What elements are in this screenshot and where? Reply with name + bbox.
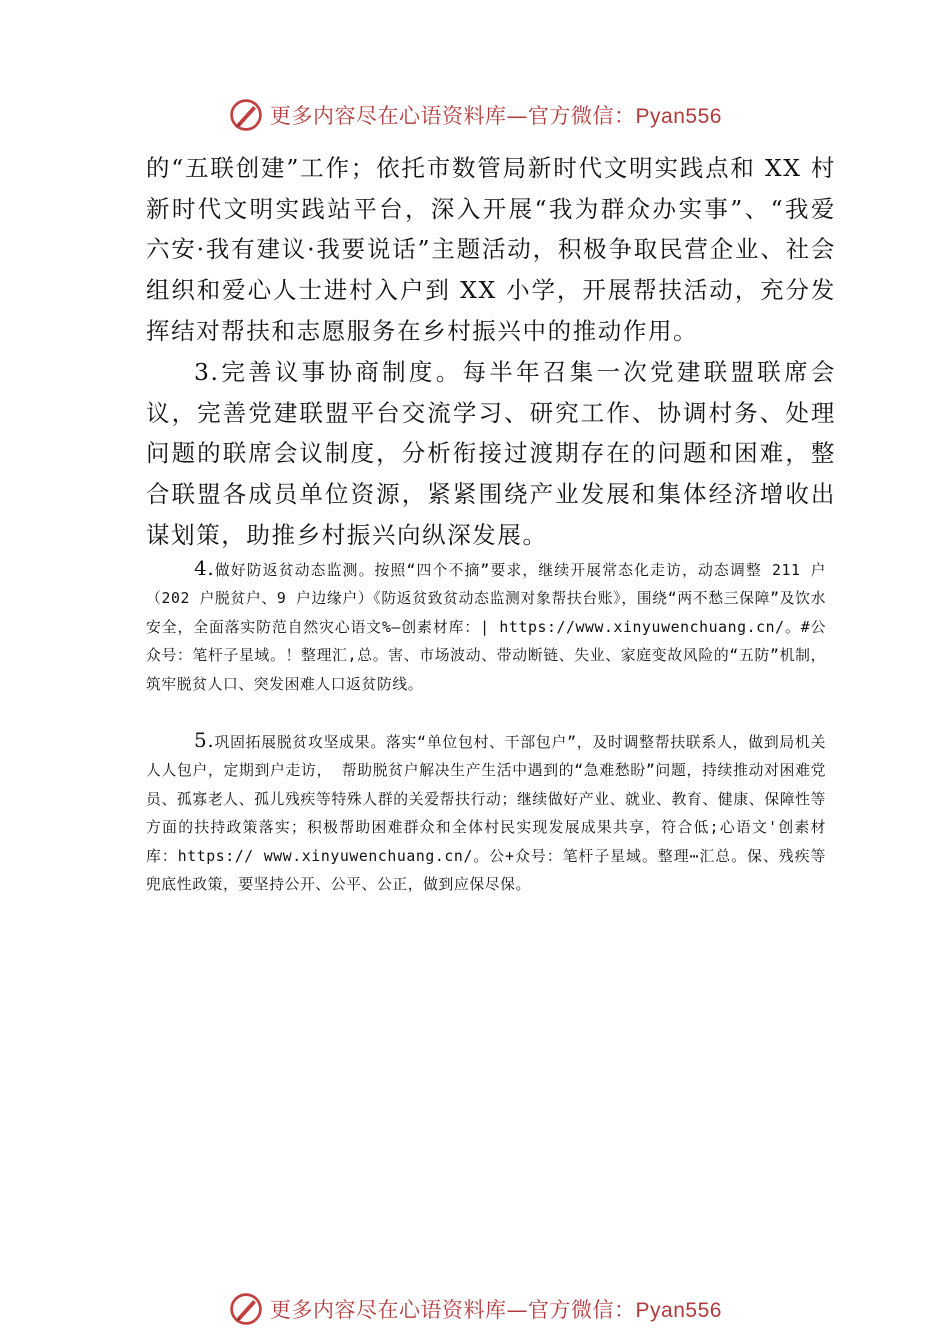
- header-banner: [0, 93, 950, 137]
- item-number-4: 4.: [194, 556, 215, 580]
- paragraph-consultation-system: 3.完善议事协商制度。每半年召集一次党建联盟联席会议，完善党建联盟平台交流学习、研究工作、协调村务、处理问题的联席会议制度，分析衔接过渡期存在的问题和困难，整合联盟各成员单位资源，紧紧围绕产业发展和集体经济增收出谋划策，助推乡村振兴向纵深发展。: [146, 358, 836, 549]
- paragraph-poverty-monitoring-text: 做好防返贫动态监测。按照“四个不摘”要求，继续开展常态化走访，动态调整 211 户（202 户脱贫户、9 户边缘户）《防返贫致贫动态监测对象帮扶台账》，围绕“两不愁三保障”及饮水安全，全面落实防范自然灾心语文%—创素材库：| https://www.xinyuwenchuang.cn/。#公众号：笔杆子星域。！整理汇,总。害、市场波动、带动断链、失业、家庭变故风险的“五防”机制，筑牢脱贫人口、突发困难人口返贫防线。: [146, 562, 826, 693]
- item-number-5: 5.: [194, 728, 215, 752]
- paragraph-consolidate-results: [146, 726, 826, 899]
- header-banner-text: 更多内容尽在心语资料库—官方微信：Pyan556: [270, 104, 722, 128]
- header-wechat-id: Pyan556: [635, 105, 722, 128]
- brush-logo-icon: [228, 97, 264, 133]
- footer-wechat-id: Pyan556: [635, 1299, 722, 1322]
- paragraph-poverty-monitoring: [146, 554, 826, 699]
- footer-banner: [0, 1287, 950, 1331]
- brush-logo-icon: [228, 1291, 264, 1327]
- paragraph-consolidate-results-text: 巩固拓展脱贫攻坚成果。落实“单位包村、干部包户”，及时调整帮扶联系人，做到局机关人人包户，定期到户走访， 帮助脱贫户解决生产生活中遇到的“急难愁盼”问题，持续推动对困难党员、孤寡老人、孤儿残疾等特殊人群的关爱帮扶行动；继续做好产业、就业、教育、健康、保障性等方面的扶持政策落实；积极帮助困难群众和全体村民实现发展成果共享，符合低;心语文'创素材库：https:// www.xinyuwenchuang.cn/。公+众号：笔杆子星域。整理⋯汇总。保、残疾等兜底性政策，要坚持公开、公平、公正，做到应保尽保。: [146, 734, 826, 894]
- paragraph-five-links: 的“五联创建”工作；依托市数管局新时代文明实践点和 XX 村新时代文明实践站平台，深入开展“我为群众办实事”、“我爱六安·我有建议·我要说话”主题活动，积极争取民营企业、社会组织和爱心人士进村入户到 XX 小学，开展帮扶活动，充分发挥结对帮扶和志愿服务在乡村振兴中的推动作用。: [146, 154, 836, 345]
- footer-banner-text: 更多内容尽在心语资料库—官方微信：Pyan556: [270, 1298, 722, 1322]
